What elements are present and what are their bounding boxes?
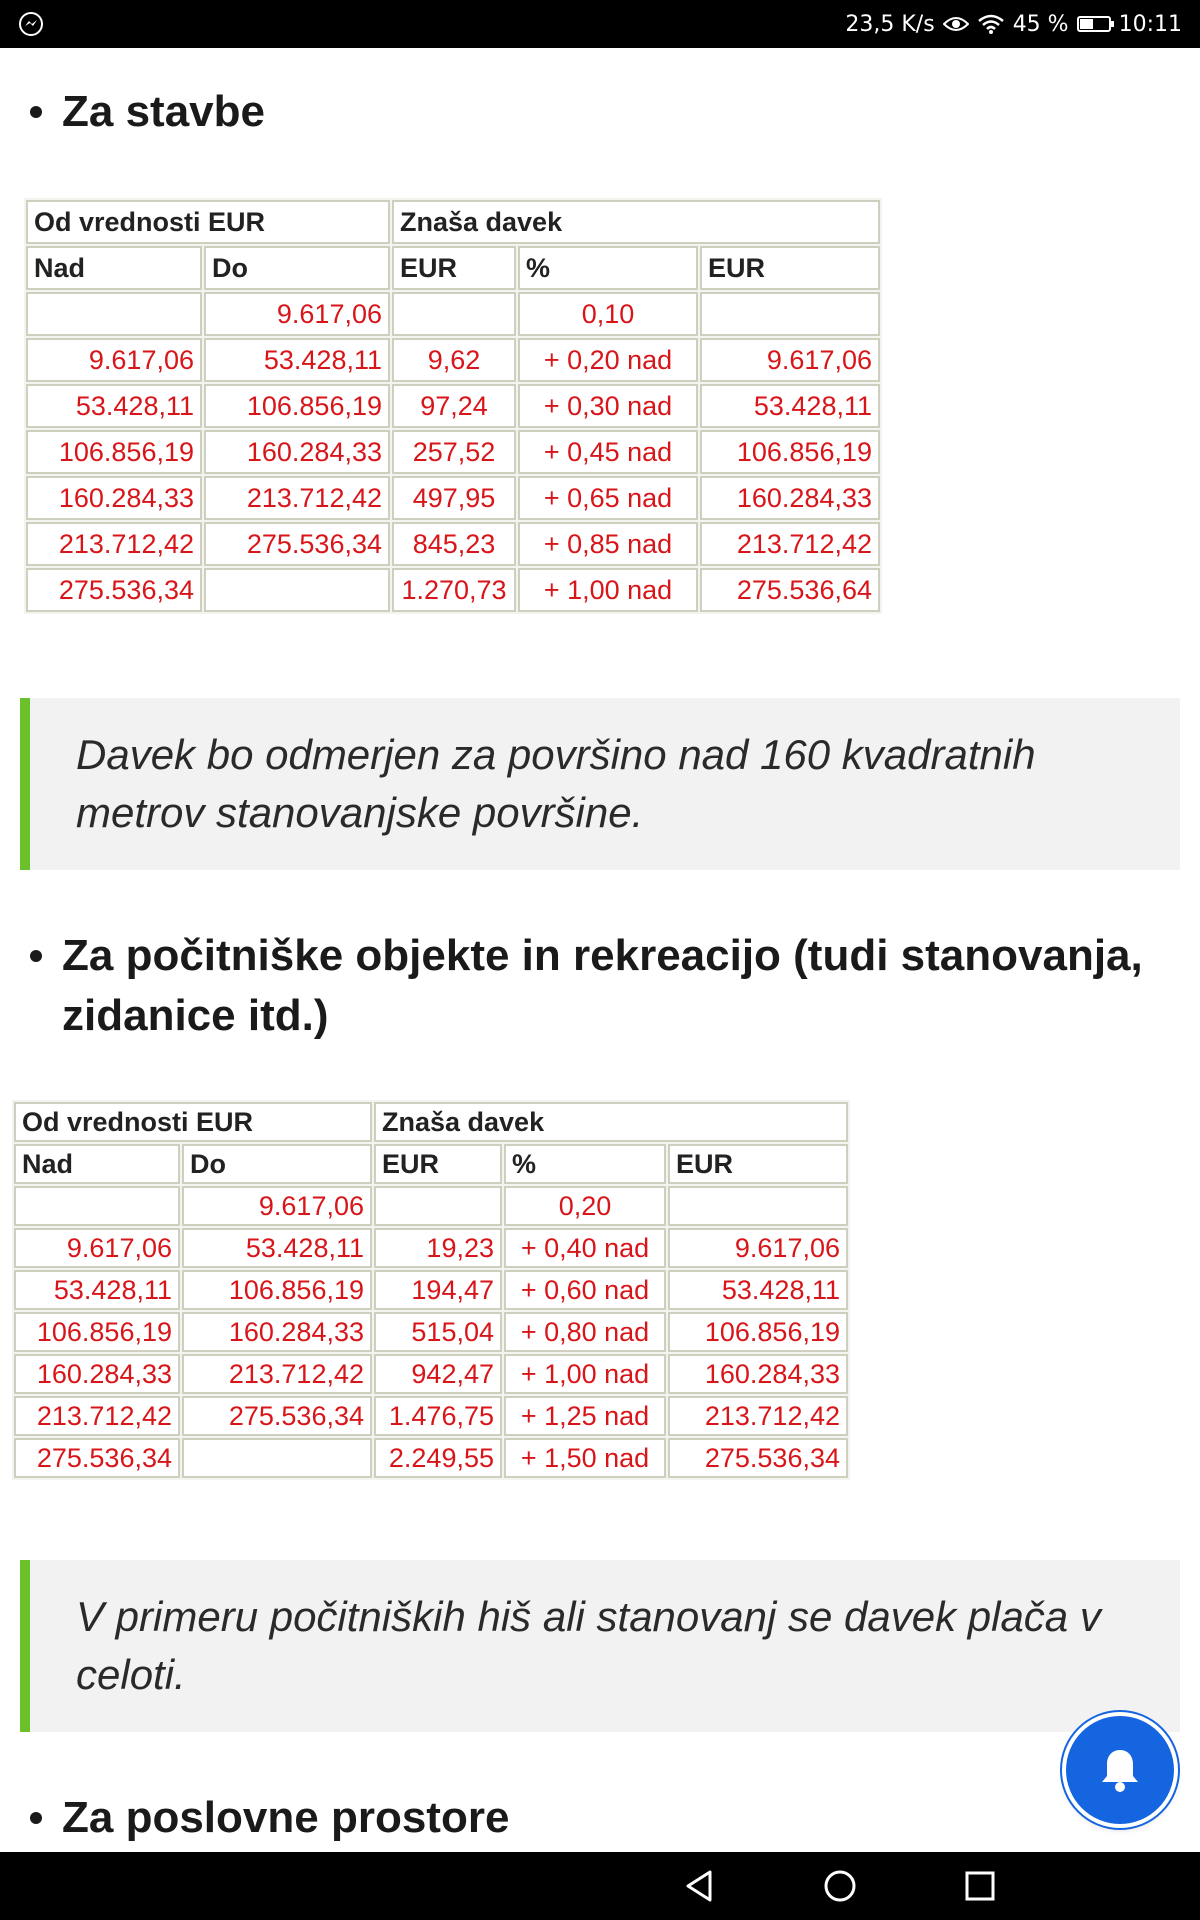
battery-percent: 45 %	[1012, 11, 1069, 37]
wifi-icon	[977, 13, 1005, 35]
table-cell: + 0,20 nad	[518, 338, 698, 382]
table-cell: + 0,40 nad	[504, 1228, 666, 1268]
table-cell: 275.536,34	[668, 1438, 848, 1478]
table-row	[26, 568, 880, 612]
table-cell: 106.856,19	[204, 384, 390, 428]
table-cell	[14, 1186, 180, 1226]
table-cell: 213.712,42	[700, 522, 880, 566]
table-row	[26, 430, 880, 474]
table-header-cell: Od vrednosti EUR	[14, 1102, 372, 1142]
tax-table-stavbe	[24, 198, 882, 614]
table-subheader-row	[26, 246, 880, 290]
recent-apps-icon[interactable]	[960, 1866, 1000, 1906]
home-icon[interactable]	[820, 1866, 860, 1906]
table-cell: 160.284,33	[204, 430, 390, 474]
battery-icon	[1077, 16, 1111, 32]
table-cell: 275.536,34	[182, 1396, 372, 1436]
table-cell	[374, 1186, 502, 1226]
table-cell: 2.249,55	[374, 1438, 502, 1478]
table-cell: 275.536,34	[204, 522, 390, 566]
table-cell: 497,95	[392, 476, 516, 520]
table-cell	[182, 1438, 372, 1478]
table-cell: 19,23	[374, 1228, 502, 1268]
table-cell: 53.428,11	[26, 384, 202, 428]
table-cell: 9.617,06	[700, 338, 880, 382]
table-cell: 0,10	[518, 292, 698, 336]
table-cell: + 1,00 nad	[504, 1354, 666, 1394]
table-cell: 213.712,42	[182, 1354, 372, 1394]
table-cell: 106.856,19	[26, 430, 202, 474]
table-cell: 0,20	[504, 1186, 666, 1226]
table-header-cell: EUR	[700, 246, 880, 290]
table-cell: 257,52	[392, 430, 516, 474]
table-cell: 9.617,06	[668, 1228, 848, 1268]
table-cell: + 0,45 nad	[518, 430, 698, 474]
table-cell: 1.476,75	[374, 1396, 502, 1436]
section-heading-stavbe: Za stavbe	[30, 82, 265, 142]
eye-icon	[943, 14, 969, 34]
table-cell: 106.856,19	[700, 430, 880, 474]
table-header-row	[14, 1102, 848, 1142]
table-cell: + 0,30 nad	[518, 384, 698, 428]
table-cell: 9.617,06	[26, 338, 202, 382]
table-cell: + 0,80 nad	[504, 1312, 666, 1352]
table-cell: 160.284,33	[668, 1354, 848, 1394]
table-cell: 160.284,33	[700, 476, 880, 520]
table-cell: 515,04	[374, 1312, 502, 1352]
table-cell: 9.617,06	[182, 1186, 372, 1226]
table-row	[14, 1228, 848, 1268]
table-cell: + 0,65 nad	[518, 476, 698, 520]
table-cell: 160.284,33	[14, 1354, 180, 1394]
table-header-cell: Znaša davek	[392, 200, 880, 244]
table-header-cell: Od vrednosti EUR	[26, 200, 390, 244]
table-cell: 213.712,42	[26, 522, 202, 566]
table-cell: 275.536,34	[14, 1438, 180, 1478]
table-cell	[668, 1186, 848, 1226]
table-cell	[204, 568, 390, 612]
table-header-cell: %	[504, 1144, 666, 1184]
table-header-cell: %	[518, 246, 698, 290]
table-cell: 1.270,73	[392, 568, 516, 612]
network-speed: 23,5 K/s	[845, 11, 935, 37]
table-cell: 275.536,34	[26, 568, 202, 612]
bell-icon	[1098, 1746, 1142, 1794]
table-header-cell: Do	[182, 1144, 372, 1184]
notification-bell-button[interactable]	[1066, 1716, 1174, 1824]
blockquote-note	[20, 1560, 1180, 1732]
table-cell: + 1,50 nad	[504, 1438, 666, 1478]
table-row	[26, 522, 880, 566]
table-cell: 194,47	[374, 1270, 502, 1310]
table-cell: 9.617,06	[204, 292, 390, 336]
table-cell: + 1,00 nad	[518, 568, 698, 612]
table-cell: + 0,85 nad	[518, 522, 698, 566]
table-cell: 9,62	[392, 338, 516, 382]
clock: 10:11	[1118, 11, 1182, 37]
table-header-cell: Do	[204, 246, 390, 290]
table-cell: 106.856,19	[14, 1312, 180, 1352]
tax-table-pocitniske	[12, 1100, 850, 1480]
table-cell: 160.284,33	[182, 1312, 372, 1352]
blockquote-note	[20, 698, 1180, 870]
table-cell	[392, 292, 516, 336]
table-cell: 53.428,11	[668, 1270, 848, 1310]
blockquote-text: Davek bo odmerjen za površino nad 160 kvadratnih metrov stanovanjske površine.	[76, 731, 1036, 836]
table-row	[26, 384, 880, 428]
table-header-cell: EUR	[392, 246, 516, 290]
table-cell: 213.712,42	[14, 1396, 180, 1436]
table-row	[14, 1186, 848, 1226]
table-header-cell: Znaša davek	[374, 1102, 848, 1142]
table-cell: 97,24	[392, 384, 516, 428]
table-row	[14, 1438, 848, 1478]
table-cell: 53.428,11	[700, 384, 880, 428]
back-icon[interactable]	[680, 1866, 720, 1906]
table-cell: 213.712,42	[668, 1396, 848, 1436]
table-row	[14, 1354, 848, 1394]
table-cell: 106.856,19	[668, 1312, 848, 1352]
table-cell: 106.856,19	[182, 1270, 372, 1310]
section-heading-poslovne: Za poslovne prostore	[30, 1788, 509, 1848]
table-header-cell: Nad	[14, 1144, 180, 1184]
table-cell: + 1,25 nad	[504, 1396, 666, 1436]
table-header-cell: EUR	[374, 1144, 502, 1184]
table-cell	[700, 292, 880, 336]
table-cell: 53.428,11	[14, 1270, 180, 1310]
table-header-cell: EUR	[668, 1144, 848, 1184]
table-header-cell: Nad	[26, 246, 202, 290]
table-row	[14, 1396, 848, 1436]
table-cell: + 0,60 nad	[504, 1270, 666, 1310]
table-row	[26, 292, 880, 336]
table-row	[14, 1312, 848, 1352]
bullet-icon	[30, 950, 42, 962]
table-cell: 213.712,42	[204, 476, 390, 520]
messenger-icon	[18, 11, 44, 37]
table-cell: 845,23	[392, 522, 516, 566]
table-header-row	[26, 200, 880, 244]
table-cell	[26, 292, 202, 336]
table-row	[26, 476, 880, 520]
system-navigation-bar	[0, 1852, 1200, 1920]
table-cell: 942,47	[374, 1354, 502, 1394]
table-cell: 9.617,06	[14, 1228, 180, 1268]
table-row	[26, 338, 880, 382]
table-row	[14, 1270, 848, 1310]
status-bar	[0, 0, 1200, 48]
blockquote-text: V primeru počitniških hiš ali stanovanj se davek plača v celoti.	[76, 1593, 1101, 1698]
table-cell: 53.428,11	[204, 338, 390, 382]
table-cell: 275.536,64	[700, 568, 880, 612]
table-cell: 160.284,33	[26, 476, 202, 520]
table-subheader-row	[14, 1144, 848, 1184]
section-heading-pocitniske: Za počitniške objekte in rekreacijo (tudi stanovanja, zidanice itd.)	[30, 926, 1170, 1046]
bullet-icon	[30, 106, 42, 118]
bullet-icon	[30, 1812, 42, 1824]
table-cell: 53.428,11	[182, 1228, 372, 1268]
